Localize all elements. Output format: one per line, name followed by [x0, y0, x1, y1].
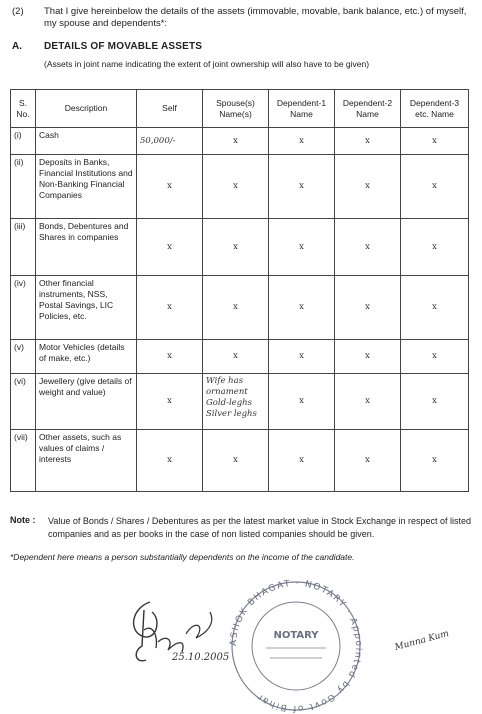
- row-number: (iii): [11, 219, 36, 276]
- item-number: (2): [12, 6, 24, 17]
- cell-dependent-2: x: [335, 219, 401, 276]
- cell-self: x: [137, 374, 203, 430]
- cell-dependent-1: x: [269, 374, 335, 430]
- cell-dependent-3: x: [401, 219, 469, 276]
- table-row: [11, 430, 469, 492]
- table-header-row: [11, 90, 469, 128]
- header-self: Self: [137, 90, 203, 128]
- cell-dependent-3: x: [401, 430, 469, 492]
- table-row: [11, 219, 469, 276]
- row-number: (ii): [11, 155, 36, 219]
- row-description: Jewellery (give details of weight and value): [36, 374, 137, 430]
- jewellery-spouse-note: Wife has ornament Gold-leghs Silver leghs: [203, 374, 269, 430]
- cell-dependent-1: x: [269, 219, 335, 276]
- cell-spouse: x: [203, 219, 269, 276]
- cell-dependent-3: x: [401, 128, 469, 155]
- cell-dependent-3: x: [401, 340, 469, 374]
- cell-dependent-2: x: [335, 430, 401, 492]
- dependent-footnote: *Dependent here means a person substantially dependents on the income of the candidate.: [10, 552, 355, 562]
- row-number: (iv): [11, 276, 36, 340]
- cell-dependent-1: x: [269, 155, 335, 219]
- cell-dependent-1: x: [269, 128, 335, 155]
- signature-date: 25.10.2005: [172, 652, 230, 663]
- table-row: [11, 155, 469, 219]
- row-number: (vii): [11, 430, 36, 492]
- section-subtitle: (Assets in joint name indicating the extent of joint ownership will also have to be given): [44, 59, 370, 69]
- cell-dependent-2: x: [335, 155, 401, 219]
- cell-self: x: [137, 155, 203, 219]
- cell-spouse: x: [203, 276, 269, 340]
- cell-self: x: [137, 340, 203, 374]
- cell-dependent-3: x: [401, 155, 469, 219]
- cell-spouse: x: [203, 128, 269, 155]
- cell-self: x: [137, 219, 203, 276]
- cell-dependent-3: x: [401, 374, 469, 430]
- cell-self: x: [137, 430, 203, 492]
- table-row: [11, 374, 469, 430]
- cell-spouse: x: [203, 340, 269, 374]
- notary-stamp: [208, 578, 384, 714]
- movable-assets-table: [10, 89, 469, 492]
- row-description: Other financial instruments, NSS, Postal Savings, LIC Policies, etc.: [36, 276, 137, 340]
- cash-self-value: 50,000/-: [137, 128, 203, 155]
- table-row: [11, 276, 469, 340]
- note-label: Note :: [10, 515, 36, 525]
- section-letter: A.: [12, 41, 22, 52]
- header-spouse: Spouse(s) Name(s): [203, 90, 269, 128]
- row-number: (v): [11, 340, 36, 374]
- header-dependent-3: Dependent-3 etc. Name: [401, 90, 469, 128]
- cell-dependent-2: x: [335, 340, 401, 374]
- stamp-ring-text: ASHOK BHAGAT · NOTARY · Appointed by Govt of Bihar: [228, 578, 364, 714]
- row-description: Other assets, such as values of claims / interests: [36, 430, 137, 492]
- cell-spouse: x: [203, 430, 269, 492]
- header-dependent-1: Dependent-1 Name: [269, 90, 335, 128]
- table-row: [11, 340, 469, 374]
- intro-statement: That I give hereinbelow the details of the assets (immovable, movable, bank balance, etc.) of myself, my spouse and dependents*:: [44, 6, 467, 29]
- handwritten-name: Munna Kum: [393, 628, 451, 654]
- cell-dependent-1: x: [269, 276, 335, 340]
- table-row: [11, 128, 469, 155]
- header-sno: S. No.: [11, 90, 36, 128]
- cell-dependent-3: x: [401, 276, 469, 340]
- row-description: Motor Vehicles (details of make, etc.): [36, 340, 137, 374]
- row-description: Cash: [36, 128, 137, 155]
- cell-dependent-2: x: [335, 128, 401, 155]
- svg-text:ASHOK BHAGAT · NOTARY · Appoin: [229, 579, 363, 713]
- header-description: Description: [36, 90, 137, 128]
- cell-dependent-2: x: [335, 374, 401, 430]
- stamp-center-text: NOTARY: [273, 630, 319, 641]
- cell-self: x: [137, 276, 203, 340]
- section-title: DETAILS OF MOVABLE ASSETS: [44, 41, 203, 52]
- note-text: Value of Bonds / Shares / Debentures as per the latest market value in Stock Exchange in respect of listed companies and as per books in the case of non listed companies should be given.: [48, 516, 472, 539]
- cell-dependent-1: x: [269, 340, 335, 374]
- cell-dependent-1: x: [269, 430, 335, 492]
- cell-spouse: x: [203, 155, 269, 219]
- row-description: Deposits in Banks, Financial Institutions and Non-Banking Financial Companies: [36, 155, 137, 219]
- cell-dependent-2: x: [335, 276, 401, 340]
- row-number: (i): [11, 128, 36, 155]
- header-dependent-2: Dependent-2 Name: [335, 90, 401, 128]
- row-number: (vi): [11, 374, 36, 430]
- row-description: Bonds, Debentures and Shares in companies: [36, 219, 137, 276]
